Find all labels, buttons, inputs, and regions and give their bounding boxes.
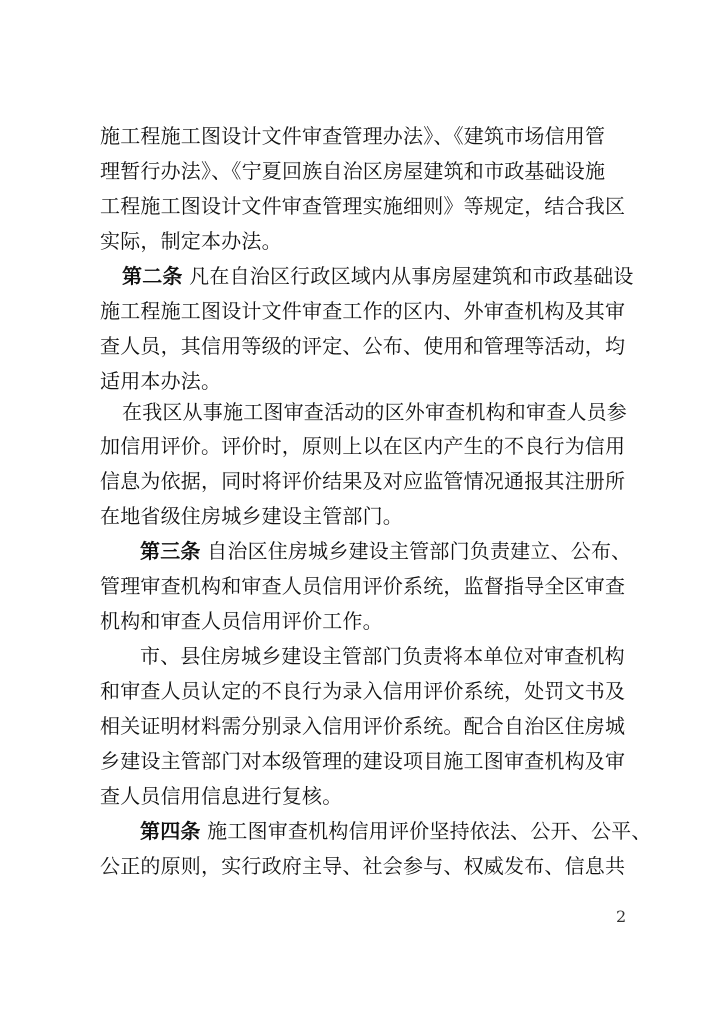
text-line: 和审查人员认定的不良行为录入信用评价系统，处罚文书及 (100, 679, 626, 703)
article-text: 自治区住房城乡建设主管部门负责建立、公布、 (207, 539, 632, 563)
text-line: 工程施工图设计文件审查管理实施细则》等规定，结合我区 (100, 194, 626, 218)
text-line: 加信用评价。评价时，原则上以在区内产生的不良行为信用 (100, 434, 626, 458)
page-number: 2 (616, 907, 627, 926)
article-text: 凡在自治区行政区域内从事房屋建筑和市政基础设 (189, 264, 634, 288)
article-heading: 第三条 (140, 539, 201, 563)
text-line: 相关证明材料需分别录入信用评价系统。配合自治区住房城 (100, 714, 626, 738)
text-line: 机构和审查人员信用评价工作。 (100, 609, 383, 633)
text-line: 信息为依据，同时将评价结果及对应监管情况通报其注册所 (100, 469, 626, 493)
article-line (122, 264, 634, 288)
text-line: 在地省级住房城乡建设主管部门。 (100, 504, 403, 528)
text-line: 管理审查机构和审查人员信用评价系统，监督指导全区审查 (100, 574, 626, 598)
text-line: 理暂行办法》、《宁夏回族自治区房屋建筑和市政基础设施 (100, 159, 606, 183)
article-text: 施工图审查机构信用评价坚持依法、公开、公平、 (207, 819, 652, 843)
text-line: 实际，制定本办法。 (100, 229, 282, 253)
text-line: 查人员信用信息进行复核。 (100, 784, 343, 808)
text-line: 适用本办法。 (100, 369, 222, 393)
text-line: 乡建设主管部门对本级管理的建设项目施工图审查机构及审 (100, 749, 626, 773)
article-line (140, 539, 631, 563)
text-line: 市、县住房城乡建设主管部门负责将本单位对审查机构 (140, 644, 625, 668)
text-line: 公正的原则，实行政府主导、社会参与、权威发布、信息共 (100, 854, 626, 878)
text-line: 查人员，其信用等级的评定、公布、使用和管理等活动，均 (100, 334, 626, 358)
article-heading: 第二条 (122, 264, 183, 288)
article-line (140, 819, 652, 843)
article-heading: 第四条 (140, 819, 201, 843)
text-line: 在我区从事施工图审查活动的区外审查机构和审查人员参 (122, 400, 627, 424)
text-line: 施工程施工图设计文件审查管理办法》、《建筑市场信用管 (100, 124, 606, 148)
text-line: 施工程施工图设计文件审查工作的区内、外审查机构及其审 (100, 299, 626, 323)
